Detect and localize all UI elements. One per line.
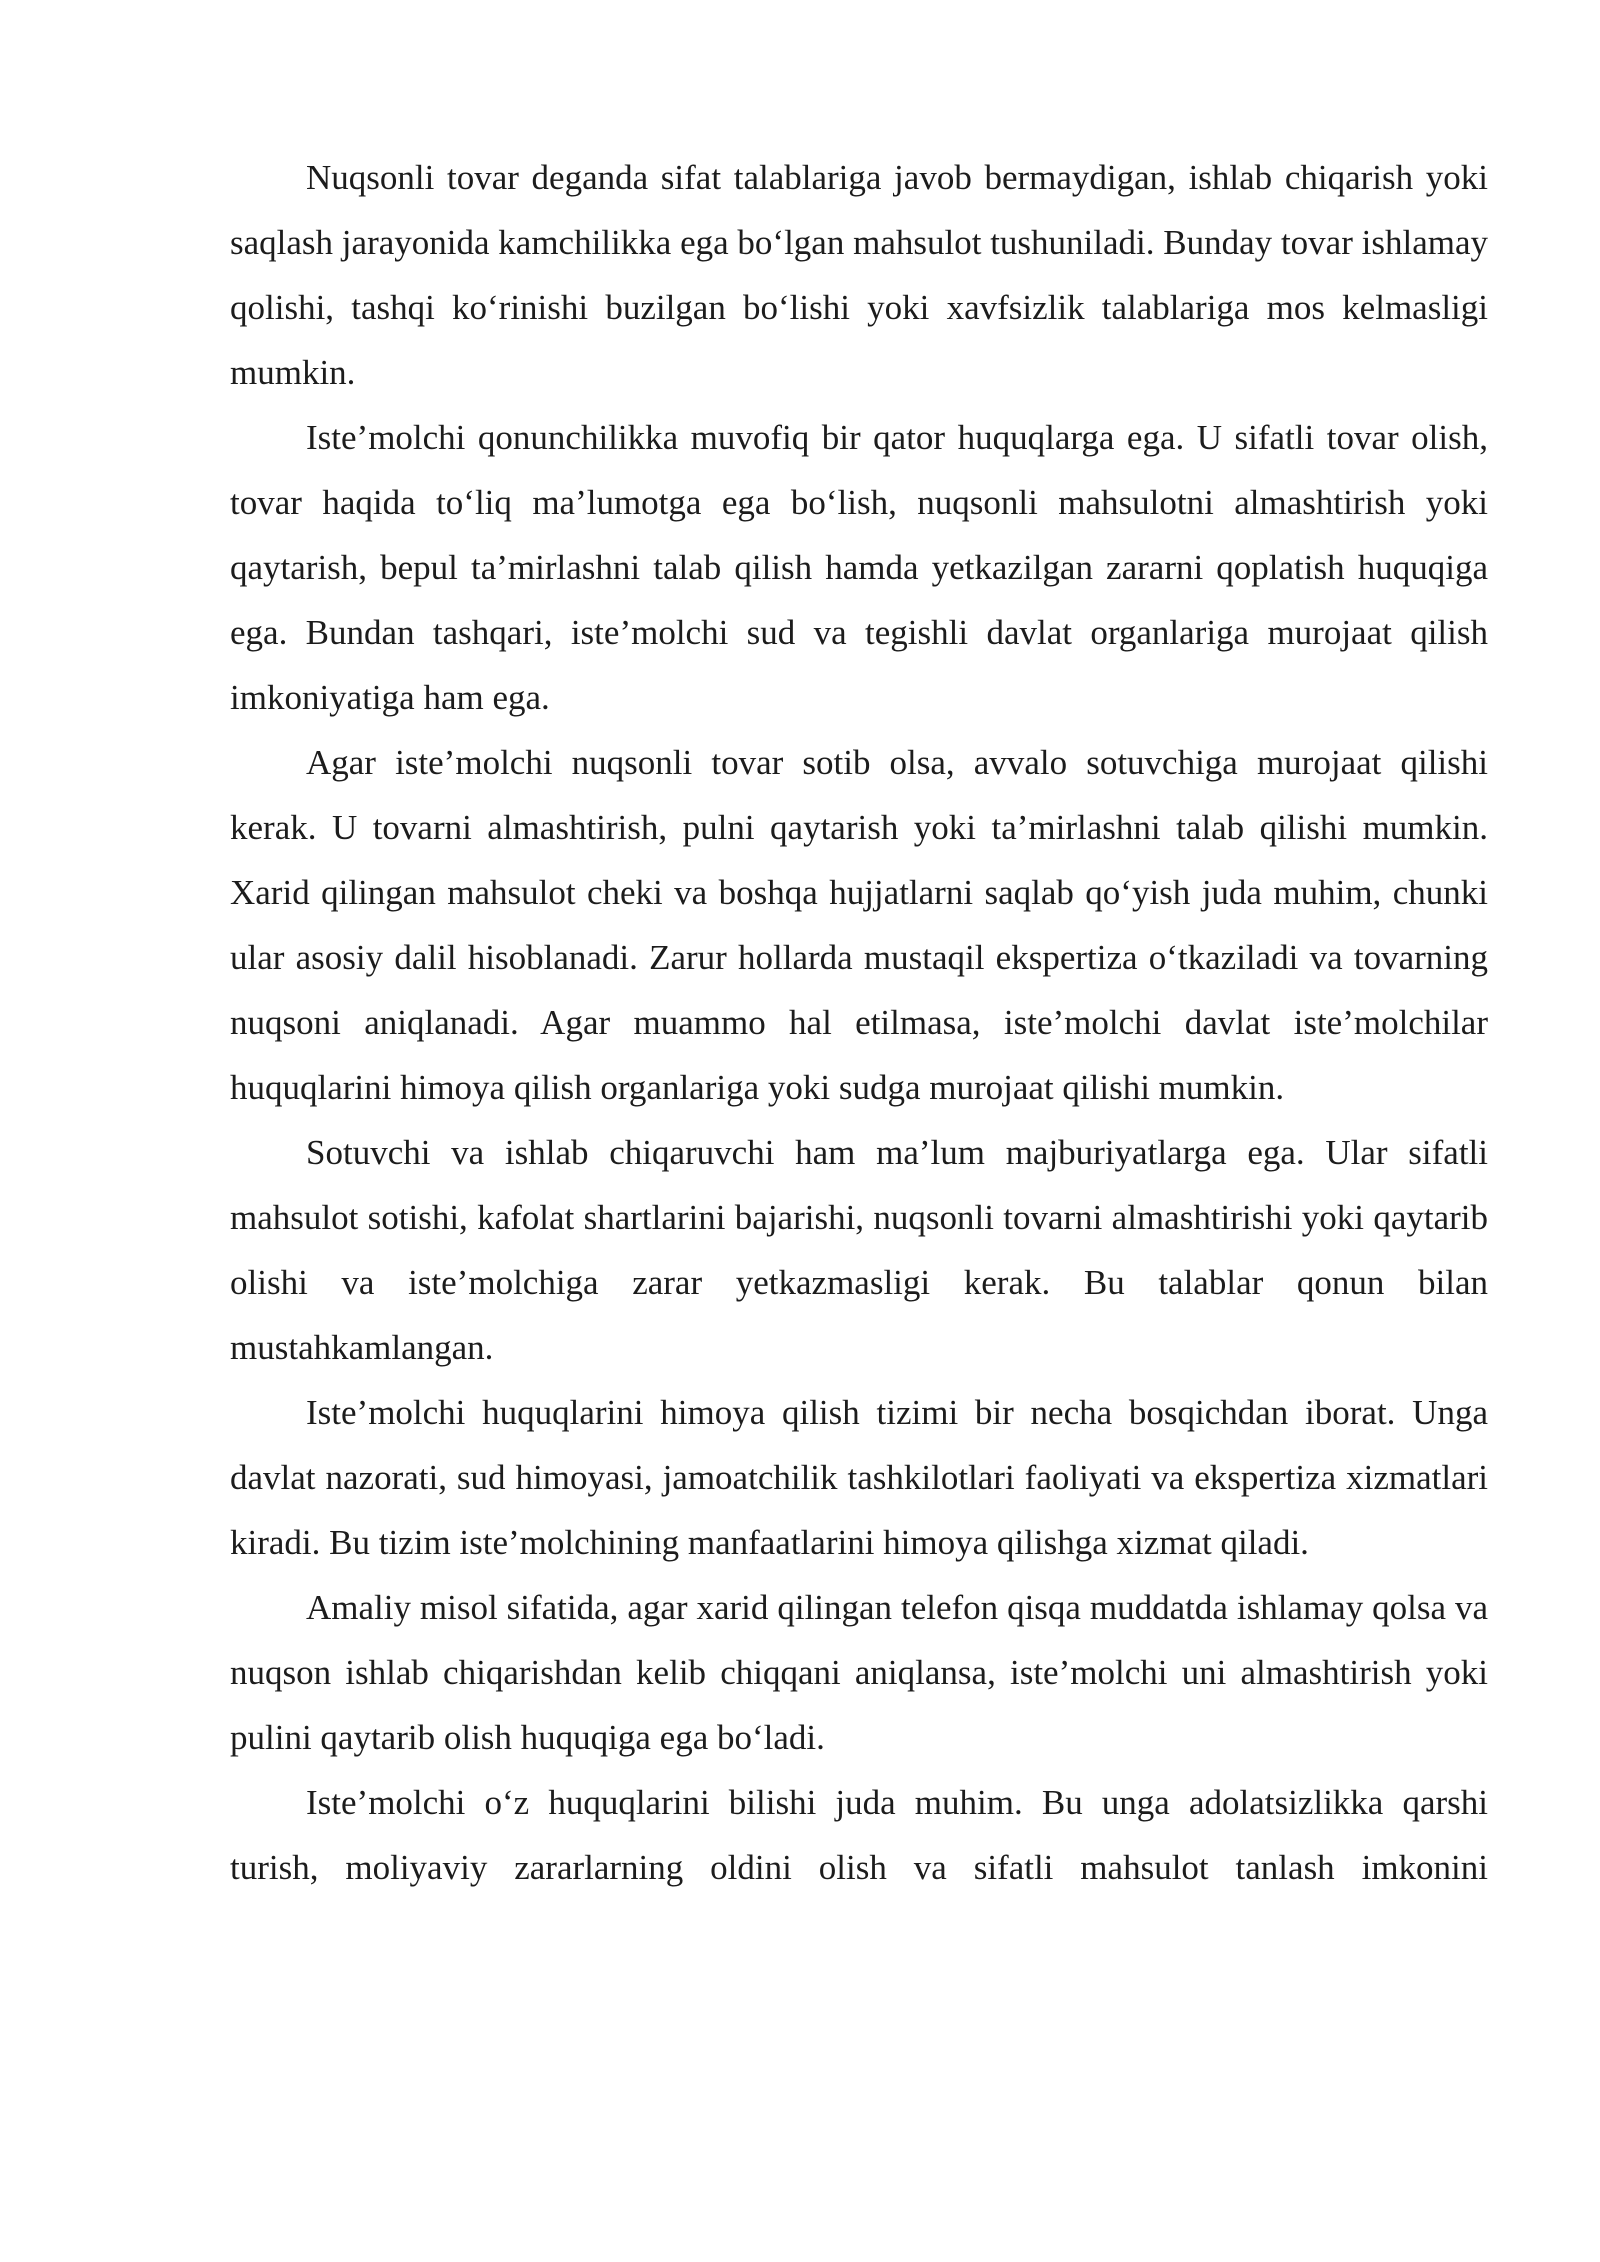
paragraph-protection-system: Iste’molchi huquqlarini himoya qilish tizimi bir necha bosqichdan iborat. Unga davlat nazorati, sud himoyasi, jamoatchilik tashkilotlari faoliyati va ekspertiza xizmatlari kiradi. Bu tizim iste’molchining manfaatlarini himoya qilishga xizmat qiladi. (230, 1393, 1488, 1562)
paragraph-consumer-actions: Agar iste’molchi nuqsonli tovar sotib olsa, avvalo sotuvchiga murojaat qilishi kerak. U tovarni almashtirish, pulni qaytarish yoki ta’mirlashni talab qilishi mumkin. Xarid qilingan mahsulot cheki va boshqa hujjatlarni saqlab qo‘yish juda muhim, chunki ular asosiy dalil hisoblanadi. Zarur hollarda mustaqil ekspertiza o‘tkaziladi va tovarning nuqsoni aniqlanadi. Agar muammo hal etilmasa, iste’molchi davlat iste’molchilar huquqlarini himoya qilish organlariga yoki sudga murojaat qilishi mumkin. (230, 743, 1488, 1107)
paragraph-defective-goods: Nuqsonli tovar deganda sifat talablariga javob bermaydigan, ishlab chiqarish yoki saqlash jarayonida kamchilikka ega bo‘lgan mahsulot tushuniladi. Bunday tovar ishlamay qolishi, tashqi ko‘rinishi buzilgan bo‘lishi yoki xavfsizlik talablariga mos kelmasligi mumkin. (230, 158, 1488, 392)
paragraph-practical-example: Amaliy misol sifatida, agar xarid qilingan telefon qisqa muddatda ishlamay qolsa va nuqson ishlab chiqarishdan kelib chiqqani aniqlansa, iste’molchi uni almashtirish yoki pulini qaytarib olish huquqiga ega bo‘ladi. (230, 1588, 1488, 1757)
paragraph-importance: Iste’molchi o‘z huquqlarini bilishi juda muhim. Bu unga adolatsizlikka qarshi turish, moliyaviy zararlarning oldini olish va sifatli mahsulot tanlash imkonini (230, 1783, 1488, 1887)
paragraph-consumer-rights: Iste’molchi qonunchilikka muvofiq bir qator huquqlarga ega. U sifatli tovar olish, tovar haqida to‘liq ma’lumotga ega bo‘lish, nuqsonli mahsulotni almashtirish yoki qaytarish, bepul ta’mirlashni talab qilish hamda yetkazilgan zararni qoplatish huquqiga ega. Bundan tashqari, iste’molchi sud va tegishli davlat organlariga murojaat qilish imkoniyatiga ham ega. (230, 418, 1488, 717)
document-body (230, 145, 1488, 1900)
paragraph-seller-obligations: Sotuvchi va ishlab chiqaruvchi ham ma’lum majburiyatlarga ega. Ular sifatli mahsulot sotishi, kafolat shartlarini bajarishi, nuqsonli tovarni almashtirishi yoki qaytarib olishi va iste’molchiga zarar yetkazmasligi kerak. Bu talablar qonun bilan mustahkamlangan. (230, 1133, 1488, 1367)
